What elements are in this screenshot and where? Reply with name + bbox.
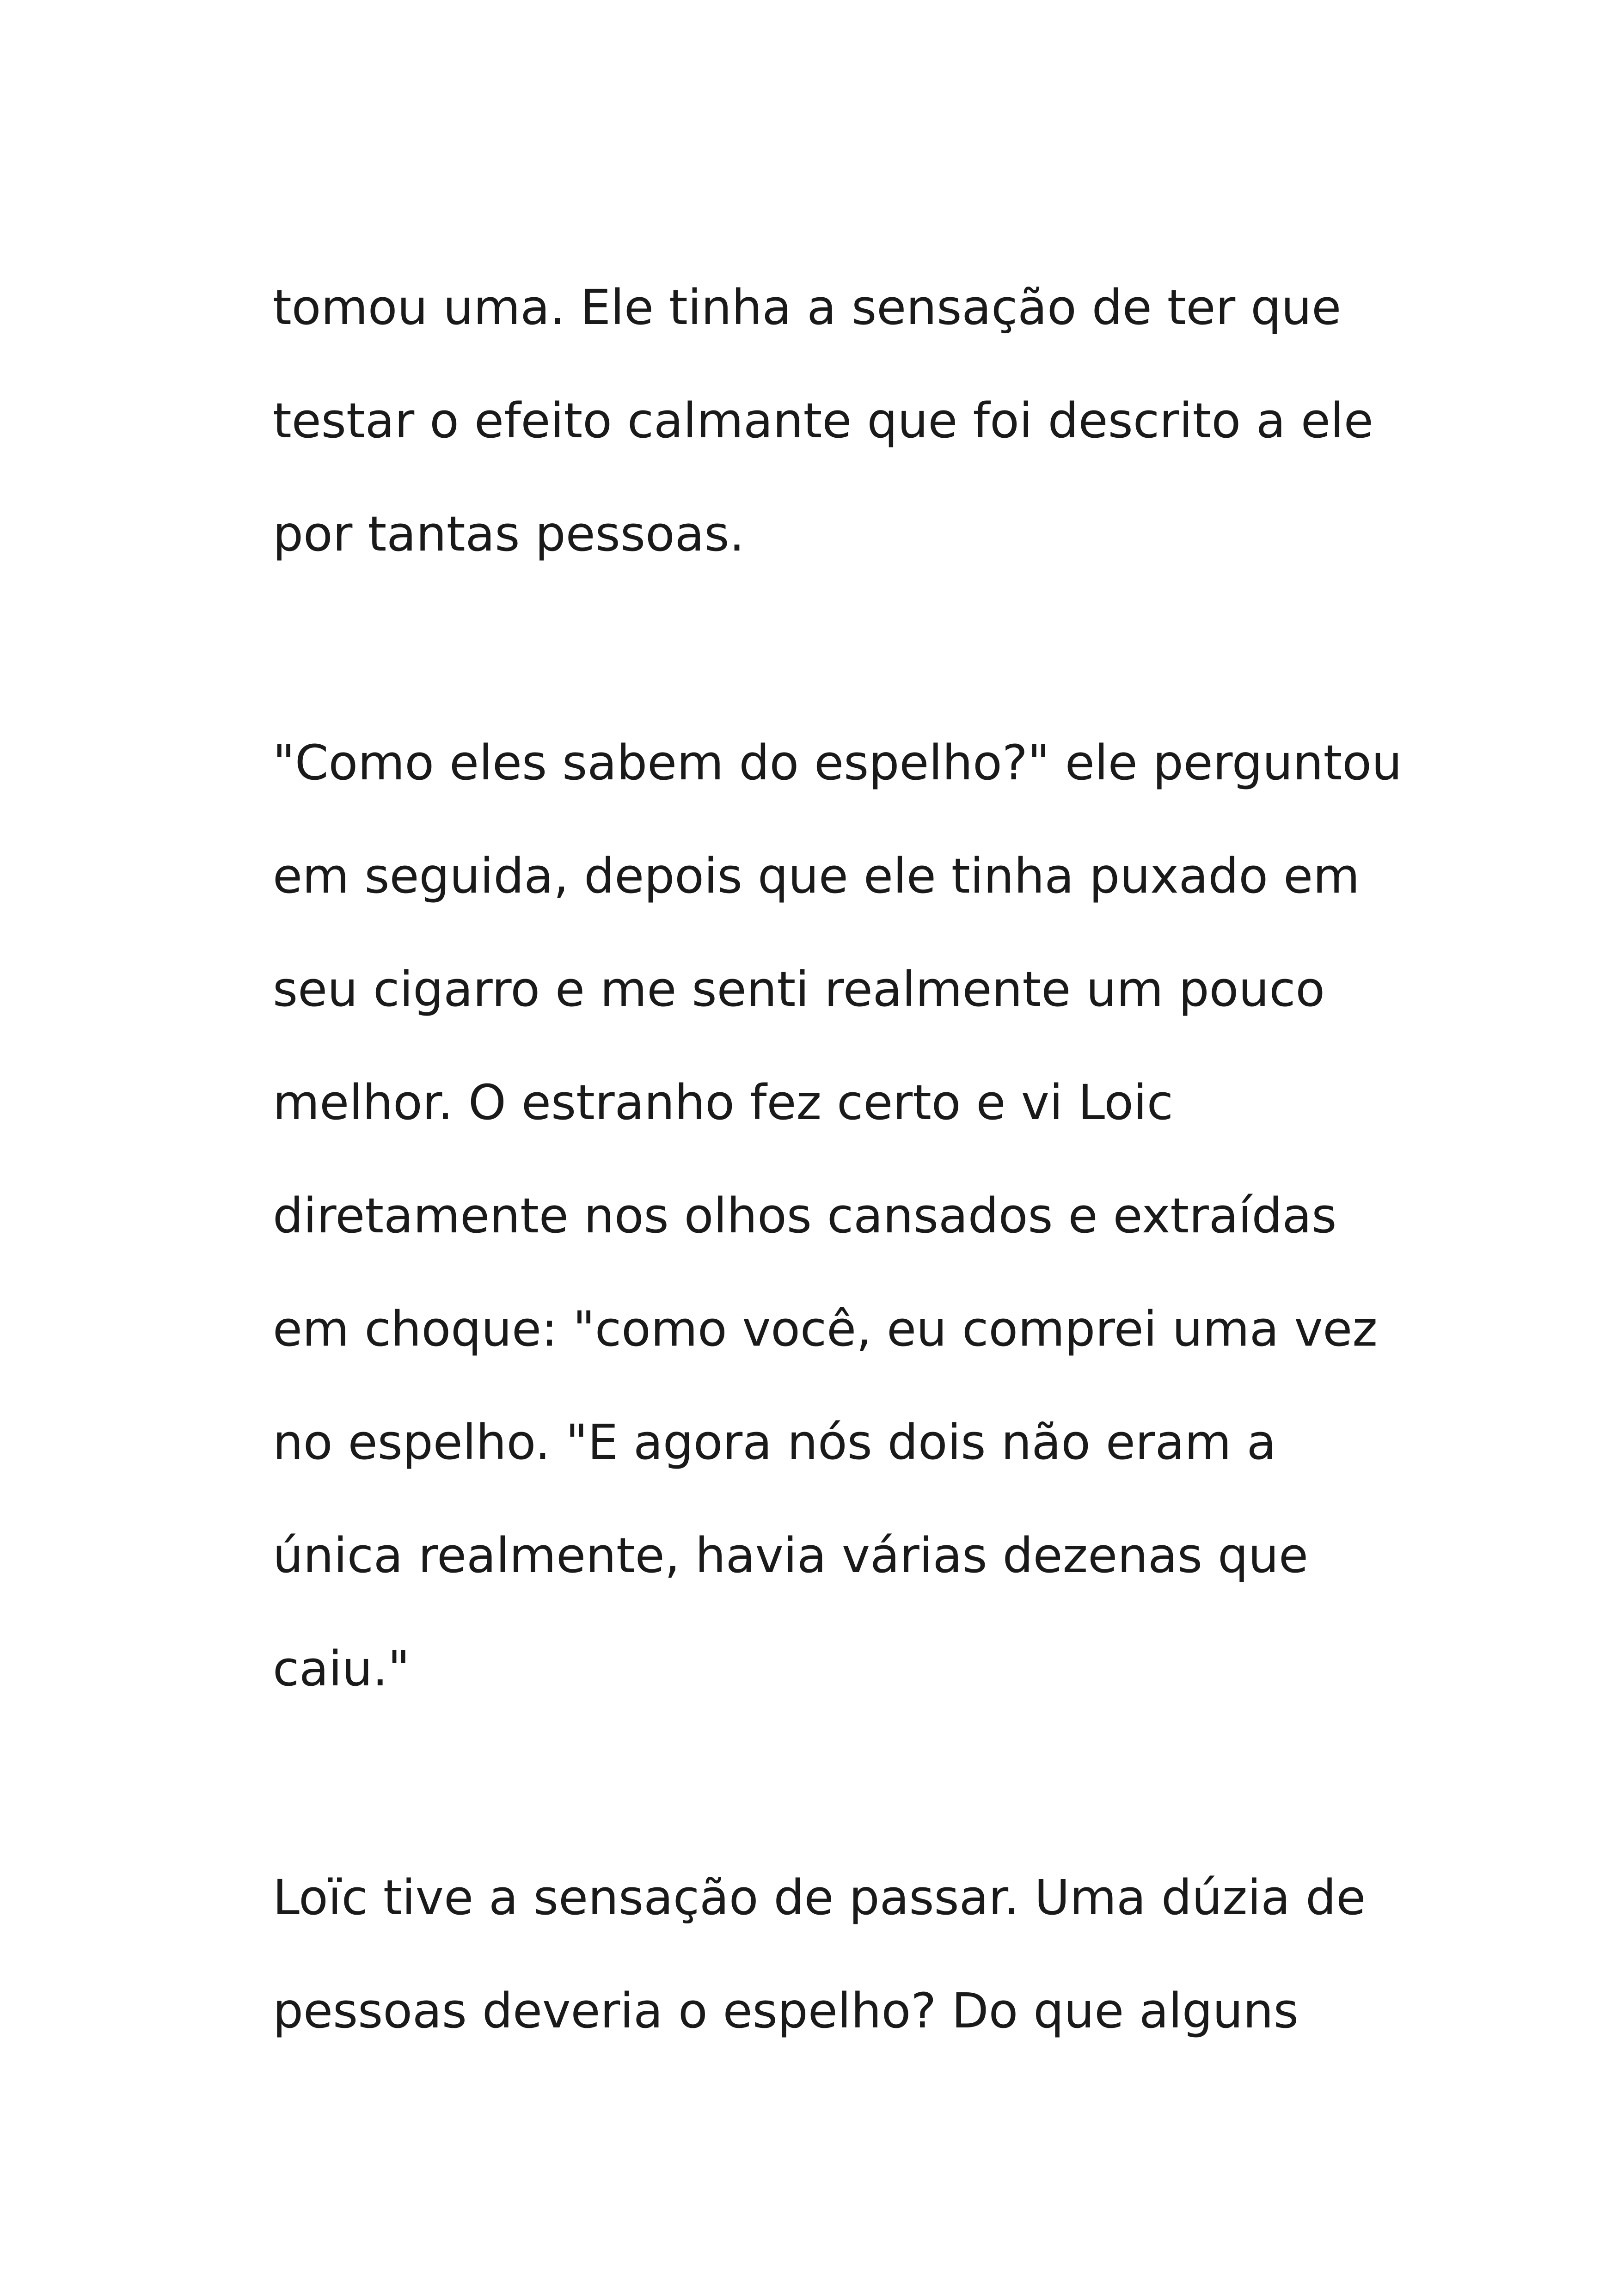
text-line: caiu."	[273, 1641, 410, 1697]
text-line: seu cigarro e me senti realmente um pouco	[273, 961, 1325, 1017]
text-line: tomou uma. Ele tinha a sensação de ter que	[273, 279, 1342, 336]
text-line: Loïc tive a sensação de passar. Uma dúzia de	[273, 1869, 1366, 1926]
text-line: diretamente nos olhos cansados e extraídas	[273, 1188, 1337, 1244]
text-line: melhor. O estranho fez certo e vi Loic	[273, 1074, 1173, 1131]
text-line: em choque: "como você, eu comprei uma vez	[273, 1301, 1378, 1357]
text-line: testar o efeito calmante que foi descrito a ele	[273, 392, 1373, 449]
text-line: única realmente, havia várias dezenas que	[273, 1527, 1309, 1584]
text-line: por tantas pessoas.	[273, 506, 745, 562]
text-line: em seguida, depois que ele tinha puxado em	[273, 848, 1360, 904]
text-line: no espelho. "E agora nós dois não eram a	[273, 1414, 1276, 1470]
text-line: pessoas deveria o espelho? Do que alguns	[273, 1983, 1299, 2039]
text-line: "Como eles sabem do espelho?" ele perguntou	[273, 735, 1402, 791]
